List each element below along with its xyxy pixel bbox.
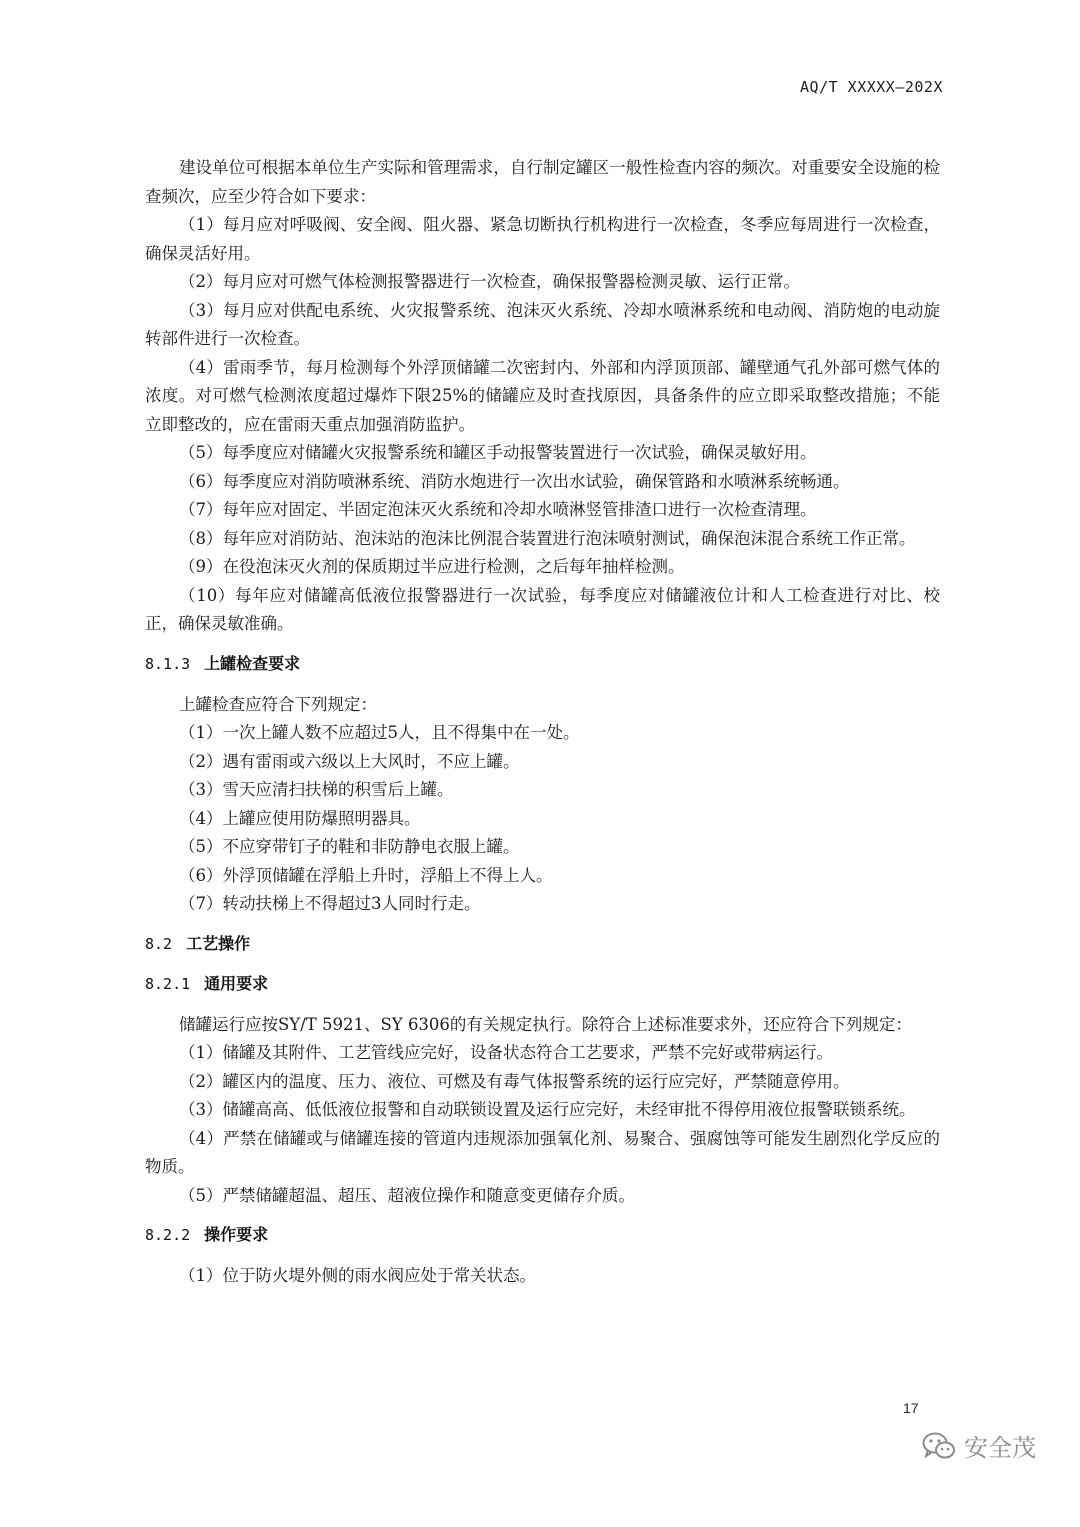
list-item: （2）每月应对可燃气体检测报警器进行一次检查，确保报警器检测灵敏、运行正常。 bbox=[179, 272, 800, 291]
section-title: 工艺操作 bbox=[186, 933, 251, 953]
intro-paragraph: 建设单位可根据本单位生产实际和管理需求，自行制定罐区一般性检查内容的频次。对重要安全设施的检查频次，应至少符合如下要求： bbox=[145, 158, 940, 206]
watermark-text: 安全茂 bbox=[964, 1434, 1036, 1462]
list-item: （3）雪天应清扫扶梯的积雪后上罐。 bbox=[179, 780, 454, 799]
list-item: （3）每月应对供配电系统、火灾报警系统、泡沫灭火系统、冷却水喷淋系统和电动阀、消防炮的电动旋转部件进行一次检查。 bbox=[145, 300, 940, 348]
list-item: （1）每月应对呼吸阀、安全阀、阻火器、紧急切断执行机构进行一次检查，冬季应每周进行一次检查，确保灵活好用。 bbox=[145, 215, 940, 263]
section-title: 上罐检查要求 bbox=[204, 653, 301, 673]
document-code: AQ/T XXXXX—202X bbox=[800, 78, 943, 96]
list-item: （9）在役泡沫灭火剂的保质期过半应进行检测，之后每年抽样检测。 bbox=[179, 557, 685, 576]
list-item: （7）转动扶梯上不得超过3人同时行走。 bbox=[179, 894, 481, 913]
section-lead: 上罐检查应符合下列规定： bbox=[179, 694, 377, 714]
section-heading-8-2 bbox=[145, 931, 940, 957]
list-item: （5）不应穿带钉子的鞋和非防静电衣服上罐。 bbox=[179, 837, 520, 856]
section-title: 操作要求 bbox=[204, 1225, 269, 1244]
section-heading-8-2-2 bbox=[145, 1222, 940, 1248]
list-item: （4）上罐应使用防爆照明器具。 bbox=[179, 808, 421, 828]
list-item: （2）罐区内的温度、压力、液位、可燃及有毒气体报警系统的运行应完好，严禁随意停用。 bbox=[179, 1071, 850, 1091]
section-heading-8-1-3 bbox=[145, 651, 940, 677]
list-item: （7）每年应对固定、半固定泡沫灭火系统和冷却水喷淋竖管排渣口进行一次检查清理。 bbox=[179, 500, 817, 519]
list-item: （1）位于防火堤外侧的雨水阀应处于常关状态。 bbox=[179, 1266, 536, 1285]
section-title: 通用要求 bbox=[204, 973, 269, 993]
watermark bbox=[922, 1428, 1036, 1463]
list-item: （1）一次上罐人数不应超过5人，且不得集中在一处。 bbox=[179, 723, 580, 742]
section-lead: 储罐运行应按SY/T 5921、SY 6306的有关规定执行。除符合上述标准要求外，还应符合下列规定： bbox=[179, 1014, 912, 1034]
page-number: 17 bbox=[903, 1400, 919, 1416]
list-item: （5）严禁储罐超温、超压、超液位操作和随意变更储存介质。 bbox=[179, 1185, 635, 1205]
list-item: （3）储罐高高、低低液位报警和自动联锁设置及运行应完好，未经审批不得停用液位报警联锁系统。 bbox=[179, 1100, 916, 1119]
list-item: （8）每年应对消防站、泡沫站的泡沫比例混合装置进行泡沫喷射测试，确保泡沫混合系统工作正常。 bbox=[179, 528, 916, 548]
section-heading-8-2-1 bbox=[145, 971, 940, 997]
list-item: （4）严禁在储罐或与储罐连接的管道内违规添加强氧化剂、易聚合、强腐蚀等可能发生剧烈化学反应的物质。 bbox=[145, 1128, 940, 1176]
wechat-icon bbox=[922, 1431, 956, 1461]
section-number: 8.1.3 bbox=[145, 654, 191, 673]
section-number: 8.2 bbox=[145, 934, 173, 953]
section-number: 8.2.1 bbox=[145, 974, 191, 993]
list-item: （1）储罐及其附件、工艺管线应完好，设备状态符合工艺要求，严禁不完好或带病运行。 bbox=[179, 1043, 833, 1062]
list-item: （6）每季度应对消防喷淋系统、消防水炮进行一次出水试验，确保管路和水喷淋系统畅通。 bbox=[179, 471, 850, 491]
document-body bbox=[145, 154, 940, 1291]
list-item: （4）雷雨季节，每月检测每个外浮顶储罐二次密封内、外部和内浮顶顶部、罐壁通气孔外部可燃气体的浓度。对可燃气检测浓度超过爆炸下限25%的储罐应及时查找原因，具备条件的应立即采取整改措施；不能立即整改的，应在雷雨天重点加强消防监护。 bbox=[145, 357, 940, 434]
list-item: （5）每季度应对储罐火灾报警系统和罐区手动报警装置进行一次试验，确保灵敏好用。 bbox=[179, 443, 817, 462]
section-number: 8.2.2 bbox=[145, 1226, 191, 1244]
list-item: （2）遇有雷雨或六级以上大风时，不应上罐。 bbox=[179, 751, 520, 771]
list-item: （10）每年应对储罐高低液位报警器进行一次试验，每季度应对储罐液位计和人工检查进行对比、校正，确保灵敏准确。 bbox=[145, 585, 940, 633]
list-item: （6）外浮顶储罐在浮船上升时，浮船上不得上人。 bbox=[179, 865, 553, 885]
